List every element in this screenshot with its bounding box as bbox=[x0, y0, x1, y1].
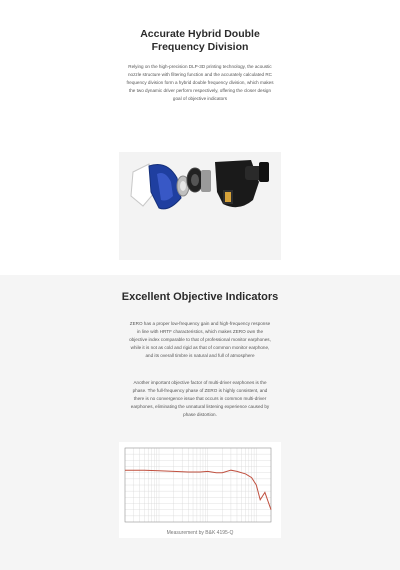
hybrid-division-section bbox=[0, 0, 400, 275]
measurement-caption: Measurement by B&K 4195-Q bbox=[166, 530, 234, 536]
exploded-earphone-image bbox=[119, 152, 281, 260]
title-line-1: Accurate Hybrid Double bbox=[140, 28, 260, 40]
section-paragraph: Relying on the high-precision DLP-3D printing technology, the acoustic nozzle structure with filtering function and the accurately calculated RC frequency division form a hybrid double frequency division, which makes the two dynamic driver perform respectively, offering the closer design goal of objective indicators bbox=[126, 64, 274, 101]
title-line-2: Frequency Division bbox=[151, 40, 249, 53]
section-title bbox=[0, 28, 400, 53]
chart-svg bbox=[119, 442, 281, 528]
paragraph-2: Another important objective factor of multi-driver earphones is the phase. The full-frequency phase of ZERO is highly consistent, and there is no convergence issue that occurs in common multi-driver earphones, eliminating the unnatural listening experience caused by phase distortion. bbox=[130, 380, 270, 417]
paragraph-1: ZERO has a proper low-frequency gain and high-frequency response in line with HRTF characteristics, which makes ZERO own the objective index comparable to that of professional monitor earphones, while it is not as cold and rigid as that of common monitor earphone, and its overall timbre is natural and full of atmosphere bbox=[129, 321, 271, 358]
response-curve bbox=[125, 470, 271, 510]
frequency-response-chart bbox=[119, 442, 281, 538]
section-title-2: Excellent Objective Indicators bbox=[121, 291, 279, 303]
